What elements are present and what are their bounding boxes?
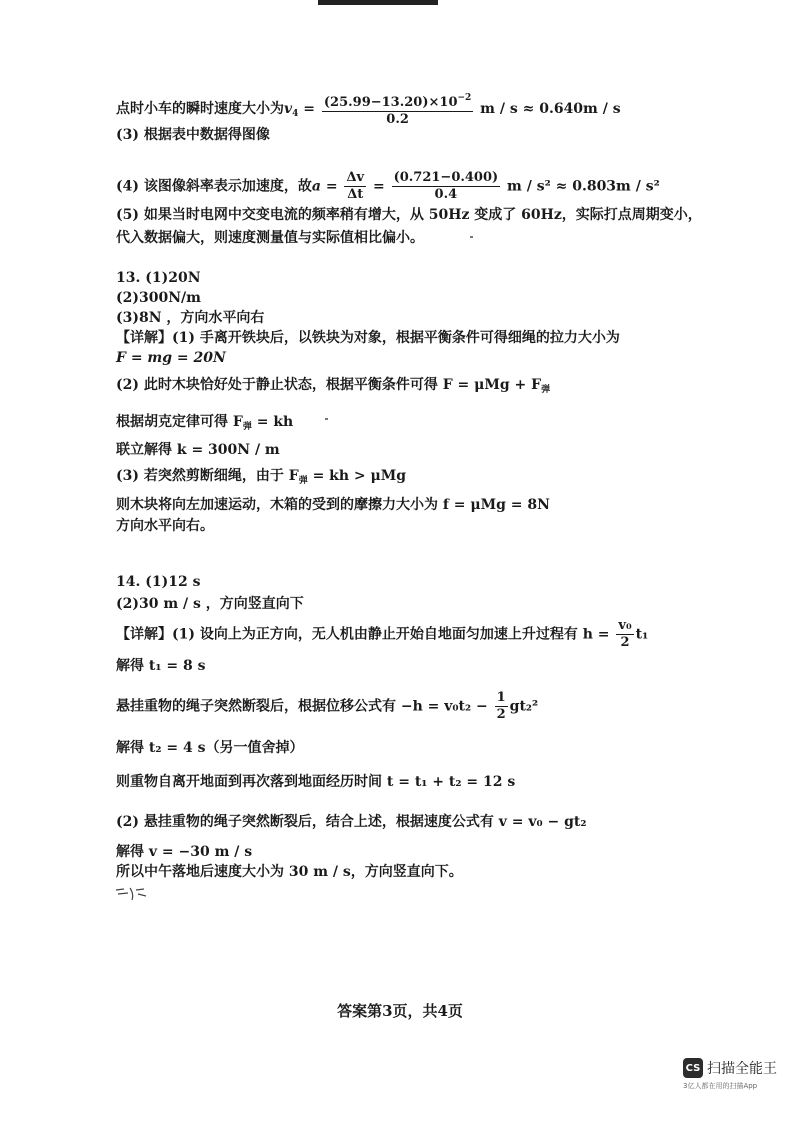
q13-detail-1: 【详解】(1) 手离开铁块后，以铁块为对象，根据平衡条件可得细绳的拉力大小为: [116, 330, 620, 346]
line-q12-5a: (5) 如果当时电网中交变电流的频率稍有增大，从 50Hz 变成了 60Hz，实际打点周期变小，: [116, 207, 702, 223]
text: 根据胡克定律可得 F: [116, 414, 243, 430]
q13-detail-6: [116, 466, 406, 491]
scan-speck: [470, 236, 473, 238]
sub-tan: 弹: [298, 476, 308, 486]
scan-speck: [325, 418, 328, 420]
fraction-denominator: 0.2: [386, 112, 409, 127]
scanner-watermark: [683, 1058, 777, 1078]
q13-detail-2: F = mg = 20N: [116, 350, 226, 366]
text: = kh: [251, 414, 294, 430]
q14-detail-1: [116, 618, 648, 651]
line-q12-3: (3) 根据表中数据得图像: [116, 127, 270, 143]
result: m / s² ≈ 0.803m / s²: [507, 178, 660, 195]
q13-detail-3: [116, 375, 550, 400]
eq: =: [325, 178, 338, 195]
sub-tan: 弹: [541, 385, 551, 395]
line-q12-4: [116, 170, 660, 203]
camscanner-logo-icon: CS: [683, 1058, 703, 1078]
q14-answer-2: (2)30 m / s ，方向竖直向下: [116, 596, 304, 612]
q13-detail-8: 方向水平向右。: [116, 518, 214, 534]
line-v4-answer: [116, 90, 621, 128]
text: 【详解】(1) 设向上为正方向，无人机由静止开始自地面匀加速上升过程有 h =: [116, 626, 610, 643]
sub-4: 4: [292, 109, 299, 119]
fraction-numerator: (0.721−0.400): [393, 170, 499, 185]
text: t₁: [635, 626, 649, 643]
scan-top-edge-mark: [318, 0, 438, 5]
eq: =: [303, 101, 316, 117]
fraction-values: [392, 170, 501, 203]
result: m / s ≈ 0.640m / s: [480, 101, 621, 117]
q14-answer-1: 14. (1)12 s: [116, 574, 201, 590]
text: = kh > μMg: [307, 468, 407, 484]
q14-detail-8: 所以中午落地后速度大小为 30 m / s，方向竖直向下。: [116, 864, 463, 880]
fraction-1-2: [495, 690, 508, 723]
q14-detail-6: (2) 悬挂重物的绳子突然断裂后，结合上述，根据速度公式有 v = v₀ − gt₂: [116, 814, 587, 830]
fraction-v0-2: [616, 618, 633, 651]
fraction: [322, 90, 473, 128]
q13-detail-4: [116, 412, 293, 437]
text: gt₂²: [509, 698, 539, 715]
text: 悬挂重物的绳子突然断裂后，根据位移公式有 −h = v₀t₂ −: [116, 698, 488, 715]
scanner-app-name: 扫描全能王: [707, 1061, 777, 1077]
line-q12-5b: 代入数据偏大，则速度测量值与实际值相比偏小。: [116, 230, 424, 246]
q14-detail-7: 解得 v = −30 m / s: [116, 844, 253, 860]
fraction-dv-dt: [344, 170, 366, 203]
text: (3) 若突然剪断细绳，由于 F: [116, 468, 299, 484]
sub-tan: 弹: [242, 422, 252, 432]
fraction-numerator: v₀: [618, 618, 632, 633]
fraction-denominator: 0.4: [434, 187, 458, 202]
q14-detail-2: 解得 t₁ = 8 s: [116, 658, 206, 674]
eq: =: [372, 178, 385, 195]
text: (2) 此时木块恰好处于静止状态，根据平衡条件可得 F = μMg + F: [116, 377, 542, 393]
q13-answer-1: 13. (1)20N: [116, 270, 201, 286]
handwritten-scribble: [114, 884, 150, 902]
q14-detail-4: 解得 t₂ = 4 s（另一值舍掉）: [116, 740, 304, 756]
text: 点时小车的瞬时速度大小为: [116, 101, 284, 117]
q13-detail-5: 联立解得 k = 300N / m: [116, 442, 280, 458]
fraction-numerator: 1: [496, 690, 506, 705]
var-v: v: [284, 101, 293, 117]
fraction-numerator: Δv: [346, 170, 365, 185]
fraction-denominator: 2: [620, 635, 630, 650]
var-a: a: [311, 178, 321, 195]
q13-answer-2: (2)300N/m: [116, 290, 201, 306]
text: (4) 该图像斜率表示加速度，故: [116, 178, 312, 195]
fraction-denominator: Δt: [347, 187, 364, 202]
scanner-tagline: 3亿人都在用的扫描App: [683, 1082, 758, 1090]
q14-detail-3: [116, 690, 538, 723]
fraction-denominator: 2: [496, 707, 506, 722]
page-footer: 答案第3页，共4页: [337, 1002, 463, 1020]
fraction-numerator: $(25.99-13.20)\times 10^{-2}$: [322, 90, 473, 112]
q13-answer-3: (3)8N ，方向水平向右: [116, 310, 265, 326]
q13-detail-7: 则木块将向左加速运动，木箱的受到的摩擦力大小为 f = μMg = 8N: [116, 497, 550, 513]
q14-detail-5: 则重物自离开地面到再次落到地面经历时间 t = t₁ + t₂ = 12 s: [116, 774, 516, 790]
